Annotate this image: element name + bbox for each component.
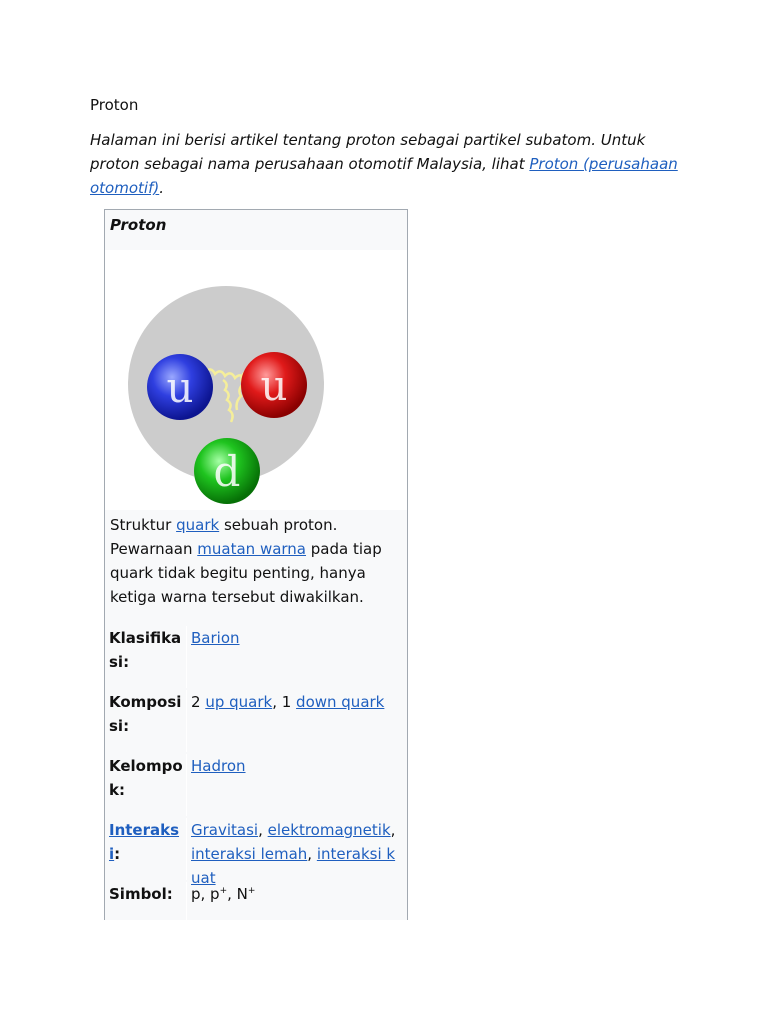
row-simbol [105,882,407,920]
intro-end: . [159,179,164,197]
row-interaksi [105,818,407,887]
caption-text-1: Struktur [110,516,177,534]
interaksi-lemah-link[interactable]: interaksi lemah [191,845,308,863]
value-komposisi [191,690,403,714]
quark-label-u-1: u [166,363,194,412]
quark-label-d: d [213,447,241,496]
row-klasifikasi [105,626,407,688]
row-kelompok [105,754,407,816]
value-interaksi [191,818,403,890]
label-interaksi [109,818,185,866]
label-simbol: Simbol: [109,885,173,903]
komposisi-text-2: , 1 [272,693,297,711]
quark-label-u-2: u [260,361,288,410]
simbol-sup-2: + [247,886,256,896]
muatan-warna-link[interactable]: muatan warna [197,540,307,558]
row-divider [186,818,187,880]
intro-text: Halaman ini berisi artikel tentang proton sebagai partikel subatom. Untuk proton sebagai nama perusahaan otomotif Malaysia, lihat [90,131,646,173]
sep: , [390,821,396,839]
infobox-title: Proton [110,216,167,234]
row-divider [186,882,187,920]
caption-text-3: pada tiap quark tidak begitu penting, hanya ketiga warna tersebut diwakilkan. [110,540,382,606]
proton-quark-image [105,250,407,510]
label-kelompok: Kelompok: [109,757,183,799]
proton-quark-diagram [105,250,407,510]
value-klasifikasi [191,626,403,650]
intro-paragraph [90,128,680,200]
down-quark-link[interactable]: down quark [296,693,385,711]
simbol-text-2: , N [227,885,248,903]
simbol-text-1: p, p [191,885,220,903]
interaksi-colon: : [114,845,121,863]
infobox [104,209,408,920]
elektromagnetik-link[interactable]: elektromagnetik [267,821,391,839]
komposisi-text-1: 2 [191,693,206,711]
interaksi-link[interactable]: Interaksi [109,821,180,863]
row-komposisi [105,690,407,752]
row-divider [186,626,187,688]
page-title: Proton [90,96,139,114]
value-simbol [191,882,403,906]
caption-text-2: sebuah proton. Pewarnaan [110,516,338,558]
hadron-link[interactable]: Hadron [191,757,246,775]
row-divider [186,690,187,752]
interaksi-kuat-link[interactable]: interaksi kuat [191,845,396,887]
value-kelompok [191,754,403,778]
proton-company-link[interactable]: Proton (perusahaan otomotif) [90,155,678,197]
barion-link[interactable]: Barion [191,629,240,647]
gravitasi-link[interactable]: Gravitasi [191,821,259,839]
image-caption [110,513,402,609]
row-divider [186,754,187,816]
sep: , [258,821,268,839]
label-klasifikasi: Klasifikasi: [109,629,182,671]
label-komposisi: Komposisi: [109,693,182,735]
sep: , [307,845,317,863]
simbol-sup-1: + [219,886,228,896]
up-quark-link[interactable]: up quark [205,693,273,711]
quark-link[interactable]: quark [176,516,220,534]
